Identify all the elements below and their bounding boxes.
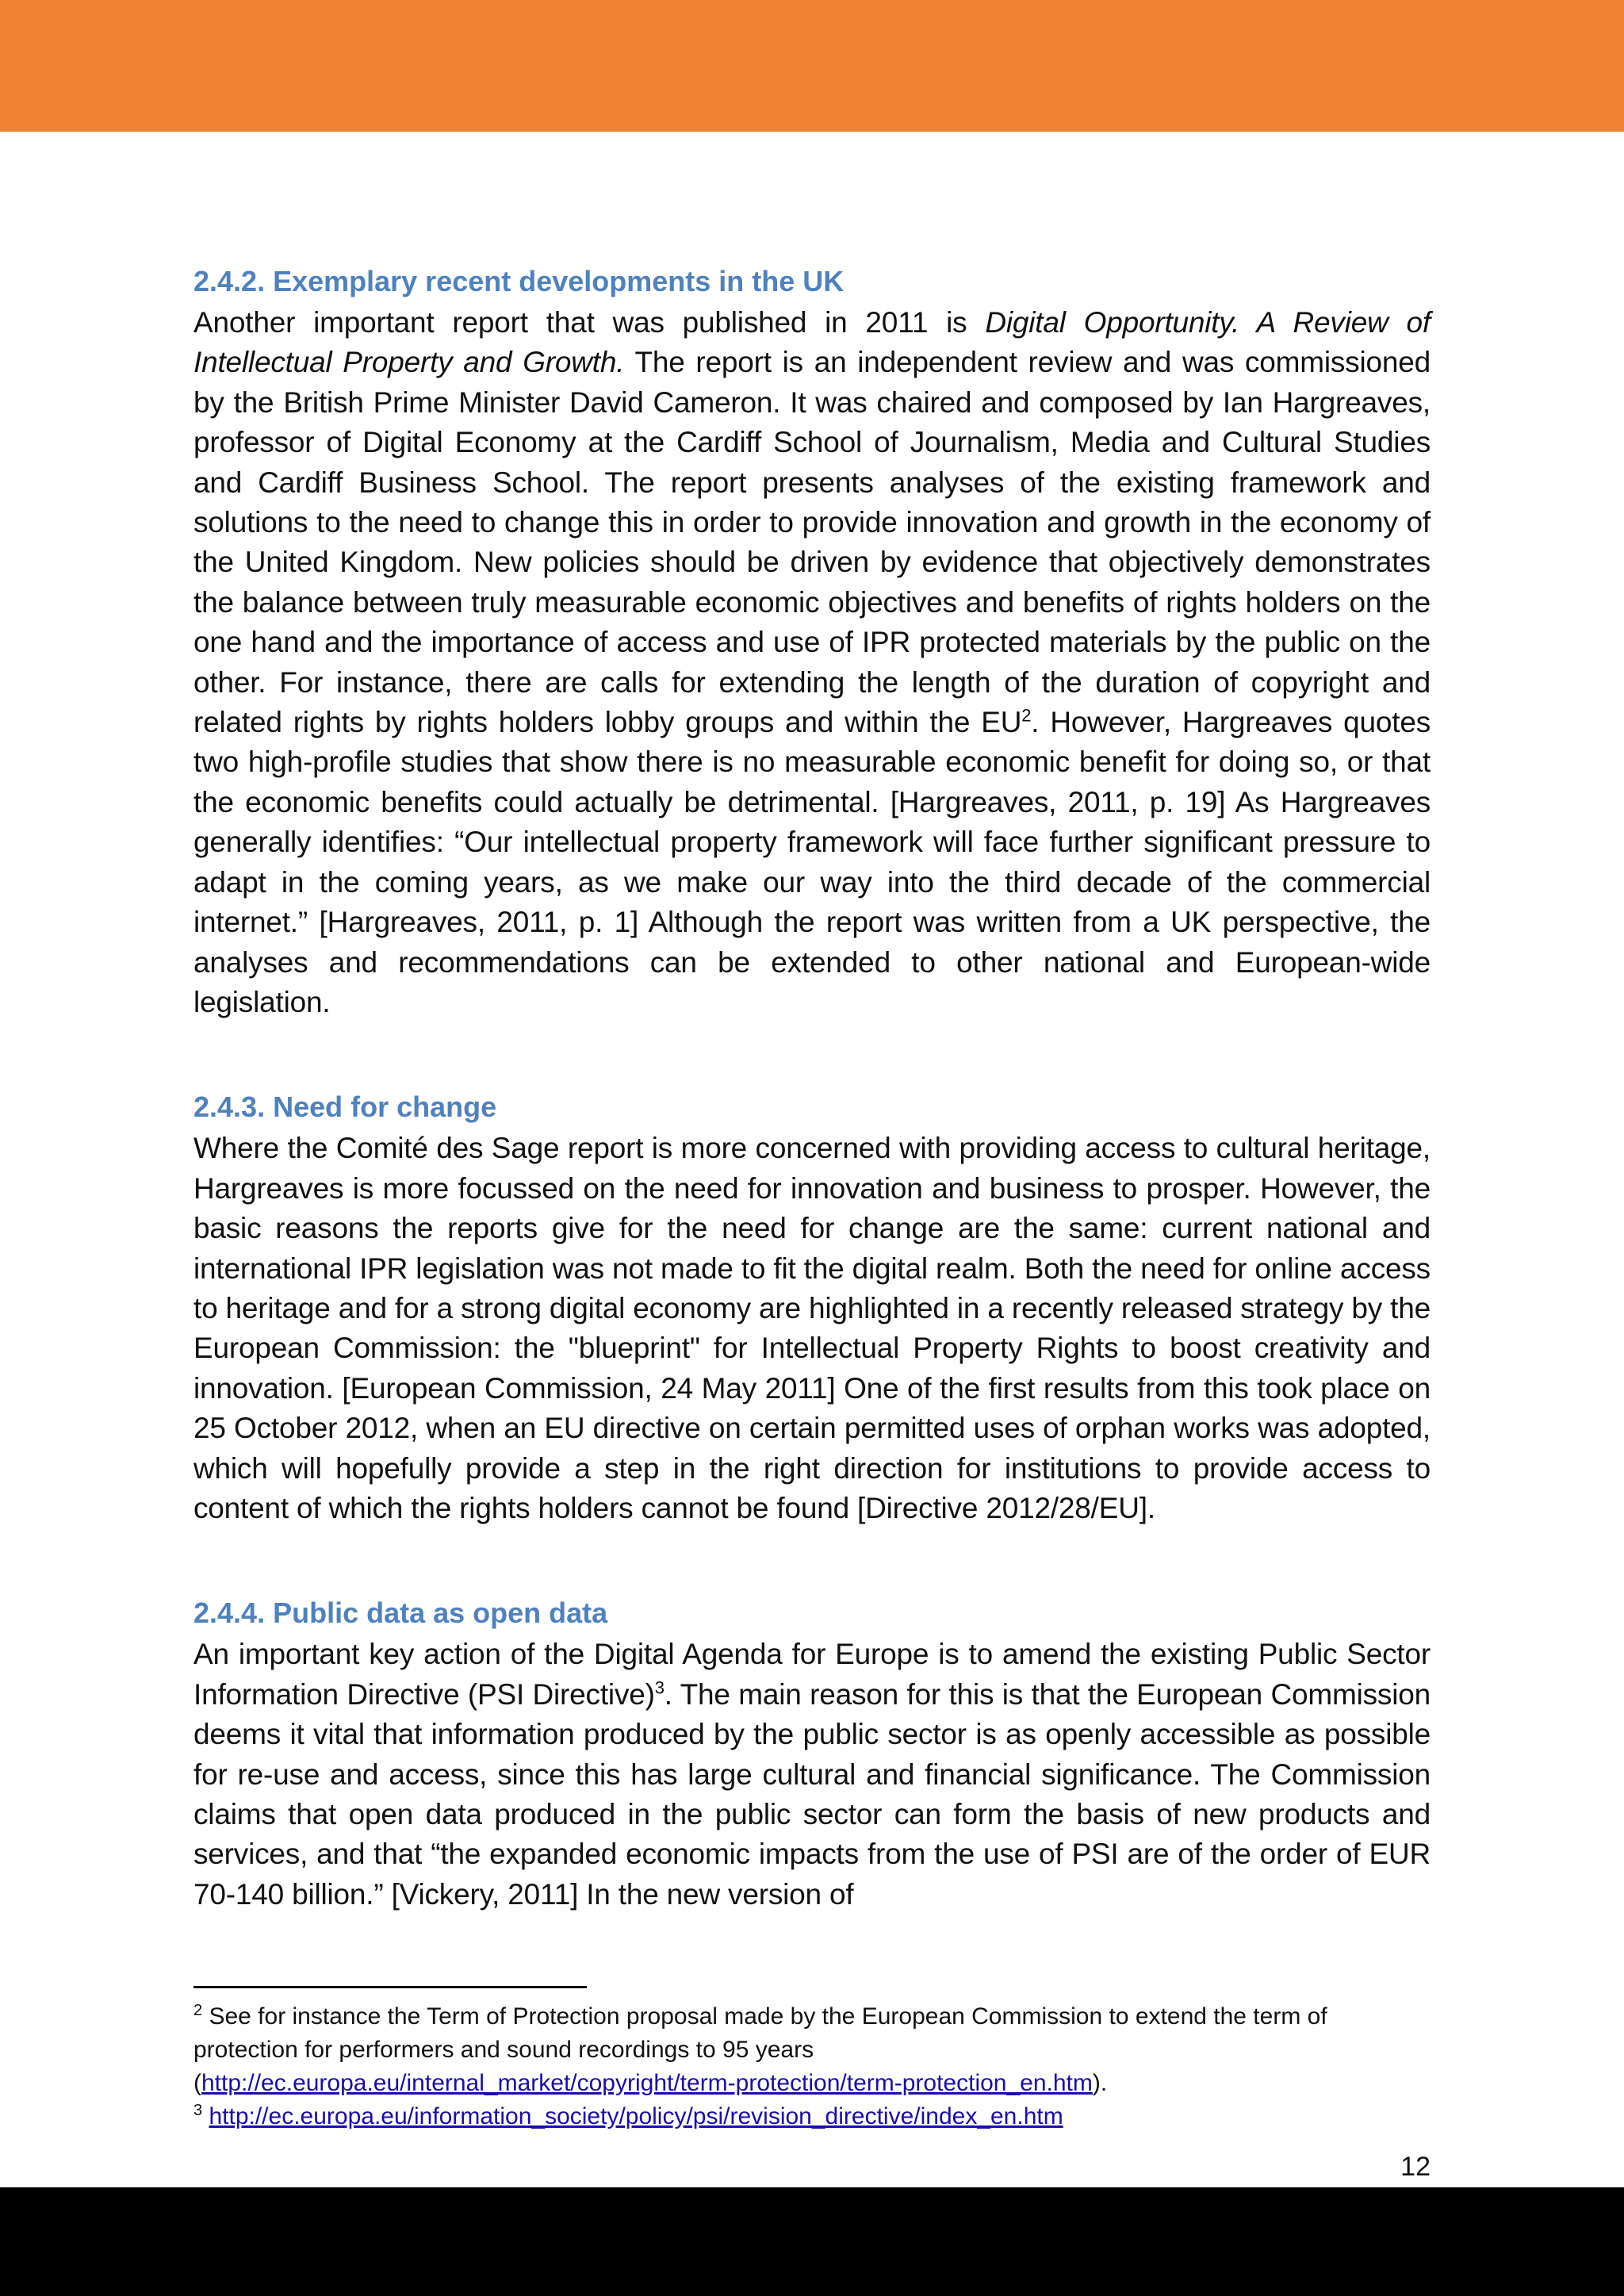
paragraph-text: The report is an independent review and was commissioned by the British Prime Minister David Cameron. It was chaired and composed by Ian Hargreaves, professor of Digital Economy at the Cardiff School of Journalism, Media and Cultural Studies and Cardiff Business School. The report presents analyses of the existing framework and solutions to the need to change this in order to provide innovation and growth in the economy of the United Kingdom. New policies should be driven by evidence that objectively demonstrates the balance between truly measurable economic objectives and benefits of rights holders on the one hand and the importance of access and use of IPR protected materials by the public on the other. For instance, there are calls for extending the length of the duration of copyright and related rights by rights holders lobby groups and within the EU — [193, 346, 1431, 739]
paragraph-text: . The main reason for this is that the European Commission deems it vital that information produced by the public sector is as openly accessible as possible for re-use and access, since this has large cultural and financial significance. The Commission claims that open data produced in the public sector can form the basis of new products and services, and that “the expanded economic impacts from the use of PSI are of the order of EUR 70-140 billion.” [Vickery, 2011] In the new version of — [193, 1677, 1431, 1911]
paragraph-text: . However, Hargreaves quotes two high-profile studies that show there is no measurable economic benefit for doing so, or that the economic benefits could actually be detrimental. [Hargreaves, 2011, p. 19] As Hargreaves generally identifies: “Our intellectual property framework will face further significant pressure to adapt in the coming years, as we make our way into the third decade of the commercial internet.” [Hargreaves, 2011, p. 1] Although the report was written from a UK perspective, the analyses and recommendations can be extended to other national and European-wide legislation. — [193, 706, 1431, 1018]
section-2-4-2 — [193, 262, 1431, 1022]
section-paragraph — [193, 1635, 1431, 1915]
paragraph-text: An important key action of the Digital Agenda for Europe is to amend the existing Public Sector Information Directive (PSI Directive) — [193, 1638, 1431, 1711]
footnote-paren-open: ( — [193, 2070, 201, 2096]
header-band — [0, 0, 1624, 132]
paragraph-text: Another important report that was published in 2011 is — [193, 306, 986, 339]
section-paragraph: Where the Comité des Sage report is more concerned with providing access to cultural heritage, Hargreaves is more focussed on the need for innovation and business to prosper. However, the basic reasons the reports give for the need for change are the same: current national and international IPR legislation was not made to fit the digital realm. Both the need for online access to heritage and for a strong digital economy are highlighted in a recently released strategy by the European Commission: the "blueprint" for Intellectual Property Rights to boost creativity and innovation. [European Commission, 24 May 2011] One of the first results from this took place on 25 October 2012, when an EU directive on certain permitted uses of orphan works was adopted, which will hopefully provide a step in the right direction for institutions to provide access to content of which the rights holders cannot be found [Directive 2012/28/EU]. — [193, 1132, 1431, 1524]
section-heading: 2.4.2. Exemplary recent developments in the UK — [193, 265, 845, 297]
footnote-link[interactable]: http://ec.europa.eu/internal_market/copyright/term-protection/term-protection_en.htm — [201, 2070, 1093, 2096]
footnote-text: See for instance the Term of Protection proposal made by the European Commission to extend the term of protection for performers and sound recordings to 95 years — [193, 2003, 1327, 2063]
footnote-ref[interactable]: 3 — [654, 1677, 665, 1698]
footer-band — [0, 2187, 1624, 2296]
page-number: 12 — [1400, 2152, 1431, 2182]
report-title: Digital Opportunity. A Review of Intellectual Property and Growth. — [193, 306, 1431, 379]
section-2-4-3 — [193, 1087, 1431, 1528]
section-heading: 2.4.3. Need for change — [193, 1091, 497, 1124]
section-paragraph — [193, 303, 1431, 1022]
footnote-3 — [193, 2100, 1431, 2133]
footnote-divider — [193, 1986, 587, 1988]
footnote-link[interactable]: http://ec.europa.eu/information_society/policy/psi/revision_directive/index_en.htm — [209, 2103, 1063, 2129]
footnote-number: 3 — [193, 2102, 203, 2119]
footnote-paren-close: ). — [1092, 2070, 1108, 2096]
footnotes — [193, 2000, 1431, 2133]
section-2-4-4 — [193, 1593, 1431, 1915]
footnote-number: 2 — [193, 2002, 203, 2019]
document-body — [193, 262, 1431, 1915]
section-heading: 2.4.4. Public data as open data — [193, 1596, 608, 1630]
footnote-2 — [193, 2000, 1431, 2100]
footnote-ref[interactable]: 2 — [1021, 705, 1032, 726]
